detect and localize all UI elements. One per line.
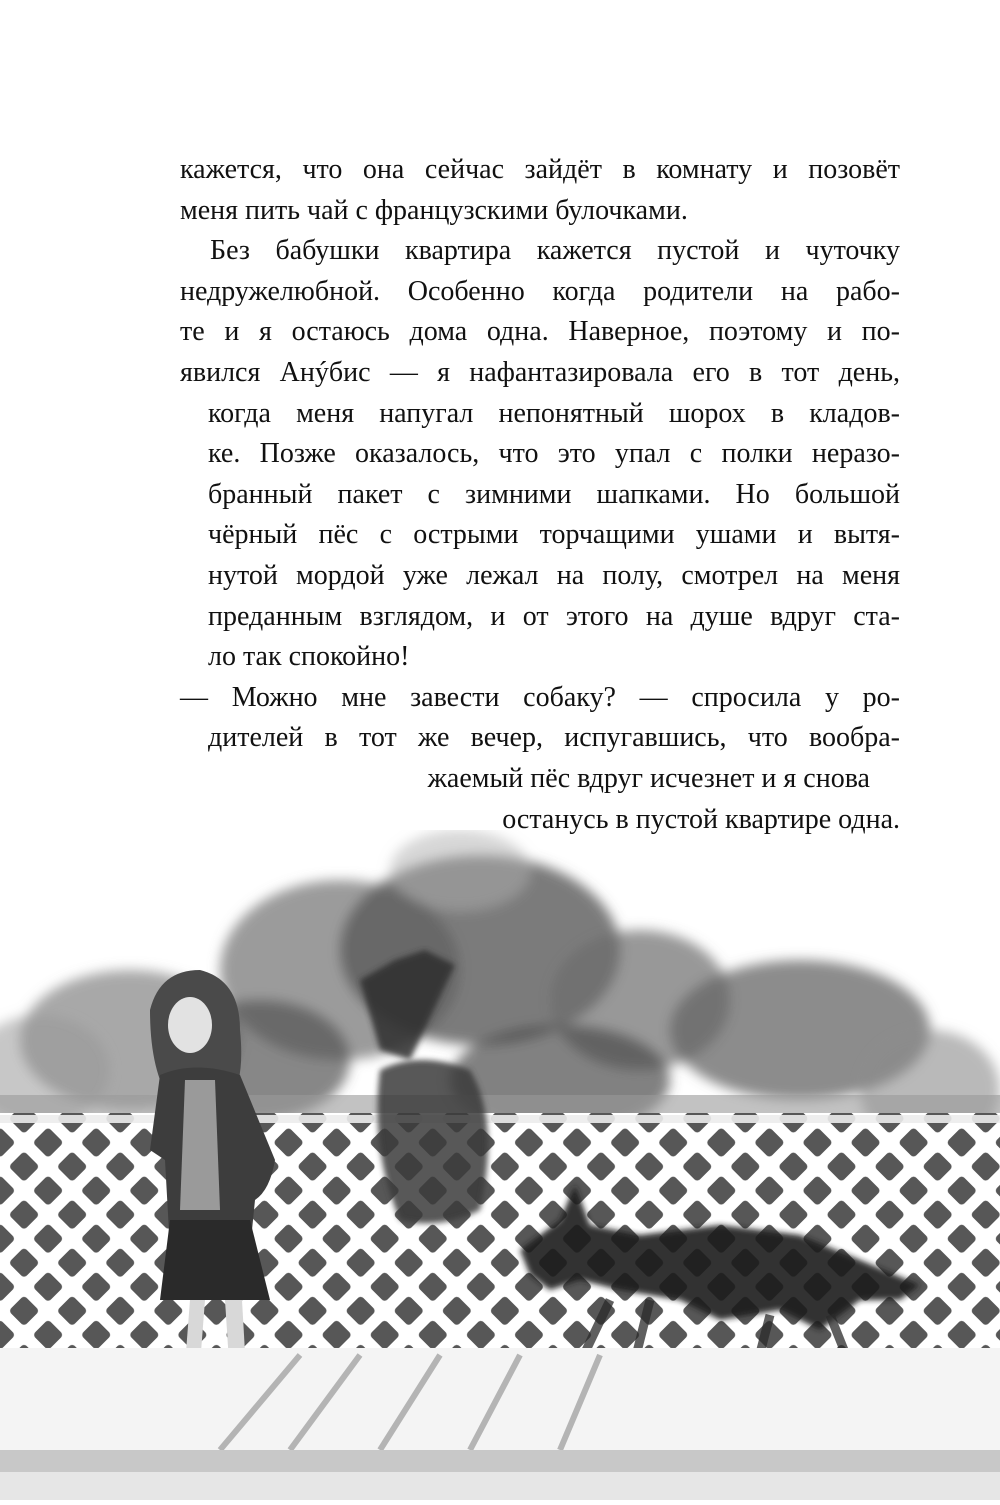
text-line: Без бабушки квартира кажется пустой и чуточку: [210, 235, 900, 267]
text-line: те и я остаюсь дома одна. Наверное, поэтому и по-: [180, 316, 900, 348]
text-line: ло так спокойно!: [208, 641, 410, 673]
ink-illustration-girl-shadow-dog-icon: [0, 830, 1000, 1500]
text-line: дителей в тот же вечер, испугавшись, что вообра-: [208, 722, 900, 754]
text-line: недружелюбной. Особенно когда родители на рабо-: [180, 275, 900, 307]
wall-top: [0, 1095, 1000, 1113]
text-line: останусь в пустой квартире одна.: [502, 803, 900, 835]
text-line: кажется, что она сейчас зайдёт в комнату и позовёт: [180, 154, 900, 185]
text-line: бранный пакет с зимними шапками. Но большой: [208, 478, 900, 510]
text-line: нутой мордой уже лежал на полу, смотрел на меня: [208, 559, 900, 591]
text-line: чёрный пёс с острыми торчащими ушами и вытя-: [208, 519, 900, 551]
text-line: когда меня напугал непонятный шорох в кладов-: [208, 397, 900, 429]
ink-illustration: [0, 830, 1000, 1500]
text-line: жаемый пёс вдруг исчезнет и я снова: [427, 762, 870, 794]
curb: [0, 1450, 1000, 1472]
text-line: ке. Позже оказалось, что это упал с полки неразо-: [208, 438, 900, 470]
text-line: — Можно мне завести собаку? — спросила у ро-: [180, 681, 900, 713]
text-line: меня пить чай с французскими булочками.: [180, 194, 688, 226]
text-line: преданным взглядом, и от этого на душе вдруг ста-: [208, 600, 900, 632]
text-line: явился Анýбис — я нафантазировала его в тот день,: [180, 356, 900, 388]
body-text: [180, 150, 900, 840]
